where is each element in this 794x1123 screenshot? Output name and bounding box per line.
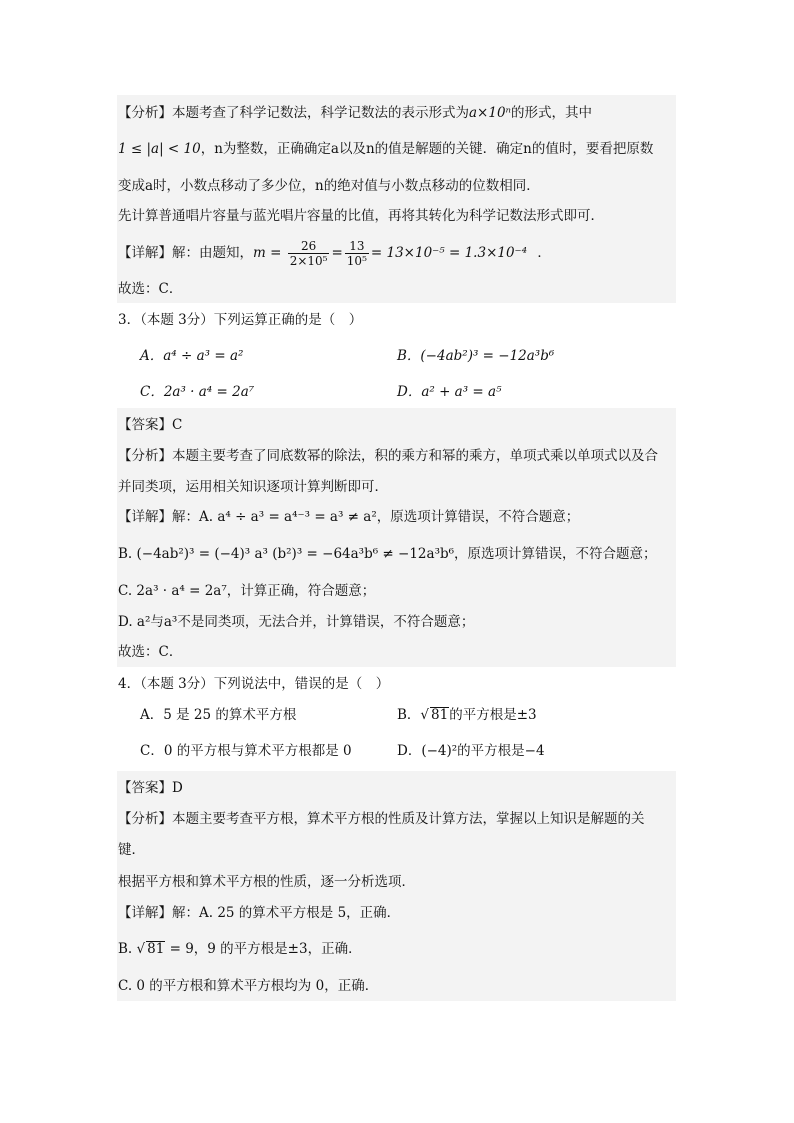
q4-option-b-tail: 的平方根是±3 [449,707,537,723]
q4-option-c: C．0 的平方根与算术平方根都是 0 [140,743,352,759]
q3-detail-d: D. a²与a³不是同类项，无法合并，计算错误，不符合题意； [118,614,475,630]
q3-analysis-line2: 并同类项，运用相关知识逐项计算判断即可． [118,479,388,495]
q3-detail-c: C. 2a³ · a⁴ = 2a⁷，计算正确，符合题意； [118,583,376,599]
q2-analysis-line2 [118,140,653,158]
q4-detail-b-tail: = 9，9 的平方根是±3，正确． [165,941,362,957]
q4-stem: 4．（本题 3分）下列说法中，错误的是（ ） [118,676,390,692]
q3-option-d: D．a² + a³ = a⁵ [397,384,502,400]
q2-detail-end: ． [537,245,551,261]
q2-fraction-1 [288,239,330,268]
q2-frac2-num: 13 [349,239,365,253]
q2-analysis-text: 【分析】本题考查了科学记数法，科学记数法的表示形式为 [118,105,469,121]
q2-frac2-den: 10⁵ [346,254,367,268]
q2-detail-prefix: 【详解】解：由题知， [118,245,253,261]
q3-detail-a: 【详解】解：A. a⁴ ÷ a³ = a⁴⁻³ = a³ ≠ a²，原选项计算错误，不符合题意； [118,509,580,525]
sqrt-icon: √ [420,707,430,723]
q4-option-d: D．(−4)²的平方根是−4 [397,743,545,759]
q4-detail-b-radicand: 81 [147,941,165,957]
q3-answer: 【答案】C [118,417,183,433]
sqrt-icon: √ [136,941,146,957]
q2-inequality: 1 ≤ |a| < 10 [118,141,201,157]
q3-option-c: C．2a³ · a⁴ = 2a⁷ [140,384,255,400]
q3-option-b: B．(−4ab²)³ = −12a³b⁶ [397,348,555,364]
q3-detail-b: B. (−4ab²)³ = (−4)³ a³ (b²)³ = −64a³b⁶ ≠ −12a³b⁶，原选项计算错误，不符合题意； [118,546,657,562]
q2-analysis-line1 [118,104,592,122]
q3-analysis-line1: 【分析】本题主要考查了同底数幂的除法，积的乘方和幂的乘方，单项式乘以单项式以及合 [118,448,658,464]
q4-analysis-line1: 【分析】本题主要考查平方根，算术平方根的性质及计算方法，掌握以上知识是解题的关 [118,811,645,827]
q2-frac1-den: 2×10⁵ [289,254,328,268]
q2-analysis-line4: 先计算普通唱片容量与蓝光唱片容量的比值，再将其转化为科学记数法形式即可． [118,208,604,224]
q2-analysis-tail: 的形式，其中 [511,105,593,121]
q4-option-b-prefix: B． [397,707,421,723]
q4-detail-a: 【详解】解：A. 25 的算术平方根是 5，正确． [118,905,401,921]
q4-option-a: A．5 是 25 的算术平方根 [140,707,297,723]
q2-analysis-line3: 变成a时，小数点移动了多少位，n的绝对值与小数点移动的位数相同． [118,178,540,194]
q4-detail-b-prefix: B. [118,941,137,957]
q2-analysis-line2-text: ，n为整数，正确确定a以及n的值是解题的关键．确定n的值时，要看把原数 [200,141,654,157]
q4-analysis-line2: 键． [118,842,145,858]
q4-option-b [397,706,537,724]
q3-stem: 3．（本题 3分）下列运算正确的是（ ） [118,312,363,328]
q4-option-b-radicand: 81 [431,707,449,723]
q4-detail-b [118,940,362,958]
q4-answer: 【答案】D [118,780,183,796]
q3-choose: 故选：C． [118,644,183,660]
solution-block-q2 [117,95,676,303]
q2-sci-formula: a×10ⁿ [469,105,512,121]
q2-detail-m: m = [253,245,282,261]
q4-analysis-line3: 根据平方根和算术平方根的性质，逐一分析选项． [118,874,415,890]
q2-detail-result: = 13×10⁻⁵ = 1.3×10⁻⁴ [370,245,528,261]
q2-detail: 【详解】解：由题知，m = $\frac{26}{\text{2×10⁵}}$ = $\frac{13}{\text{10⁵}}$ = 13×10⁻⁵ = 1.3×10⁻⁴ ． [118,239,551,268]
q3-option-a: A．a⁴ ÷ a³ = a² [140,348,244,364]
q2-fraction-2 [345,239,369,268]
q2-choose: 故选：C． [118,281,183,297]
q4-detail-c: C. 0 的平方根和算术平方根均为 0，正确． [118,978,379,994]
q2-frac1-num: 26 [300,239,317,253]
